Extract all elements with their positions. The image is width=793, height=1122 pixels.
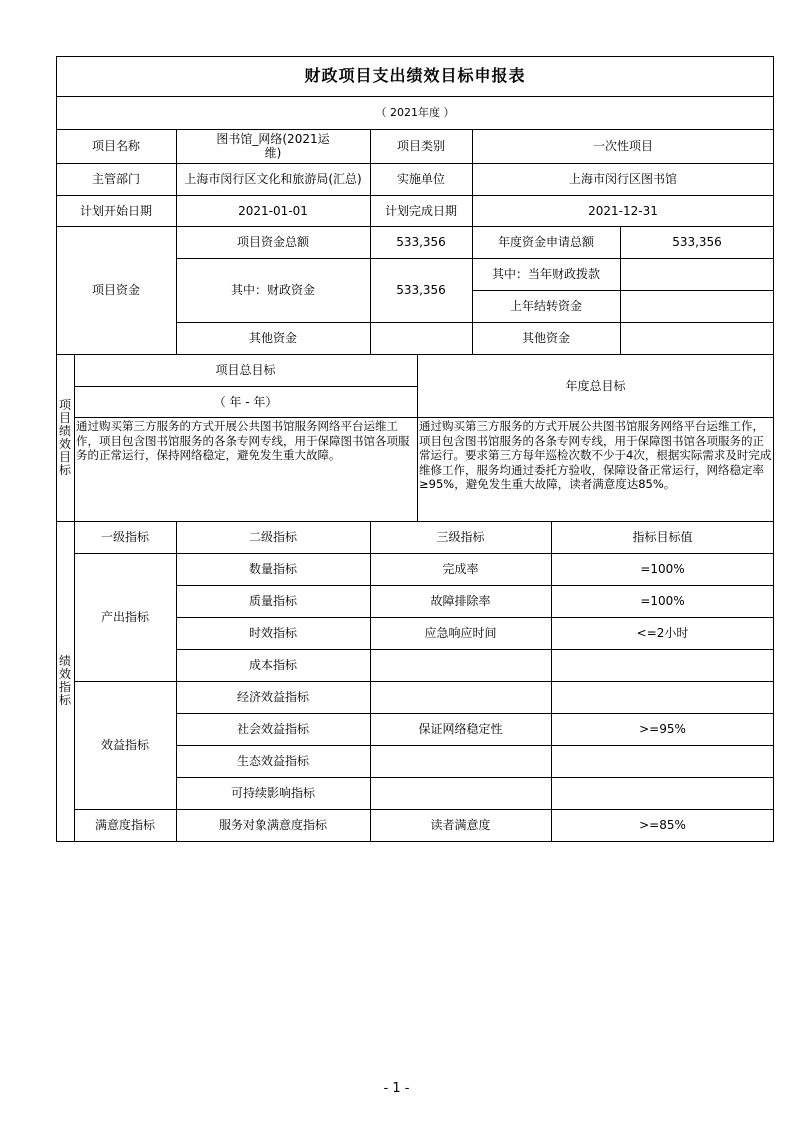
indicators-side-text: 绩效指标: [59, 654, 72, 707]
project-name-label: 项目名称: [91, 139, 140, 153]
indicator-level2: 数量指标: [248, 562, 297, 576]
indicator-target: [551, 777, 774, 809]
form-year: （ 2021年度 ）: [375, 105, 455, 119]
indicator-level2: 时效指标: [248, 626, 297, 640]
other-funds-label-2: 其他资金: [521, 331, 570, 345]
indicator-level3: 完成率: [442, 562, 479, 576]
current-year-funds-value: [620, 258, 774, 290]
funds-label: 项目资金: [91, 283, 140, 297]
indicator-target: >=85%: [639, 818, 686, 832]
overall-goal-text: 通过购买第三方服务的方式开展公共图书馆服务网络平台运维工作，项目包含图书馆服务的各条专网专线，用于保障图书馆各项服务的正常运行，保持网络稳定，避免发生重大故障。: [76, 419, 410, 462]
overall-goal-label: 项目总目标: [215, 363, 276, 377]
dept-value: 上海市闵行区文化和旅游局(汇总): [184, 172, 362, 186]
annual-goal-label: 年度总目标: [565, 378, 626, 393]
dept-label: 主管部门: [91, 172, 140, 186]
indicator-level3: 故障排除率: [430, 594, 491, 608]
indicator-level2: 服务对象满意度指标: [218, 818, 327, 832]
current-year-funds-label: 其中：当年财政拨款: [491, 267, 600, 281]
col-header-level2: 二级指标: [248, 530, 297, 544]
total-funds-label: 项目资金总额: [236, 235, 309, 249]
satisfaction-indicator-label: 满意度指标: [94, 818, 155, 832]
annual-funds-label: 年度资金申请总额: [497, 235, 594, 249]
indicator-target: [551, 649, 774, 681]
finance-funds-label: 其中：财政资金: [230, 283, 315, 297]
indicator-level2: 成本指标: [248, 658, 297, 672]
indicator-level3: 应急响应时间: [424, 626, 497, 640]
indicator-level2: 社会效益指标: [236, 722, 309, 736]
indicator-target: =100%: [640, 562, 685, 576]
page-number: - 1 -: [383, 1081, 410, 1096]
indicator-level3: [370, 777, 551, 809]
indicator-level2: 可持续影响指标: [230, 786, 315, 800]
other-funds-value-2: [620, 322, 774, 354]
overall-goal-period: （ 年 - 年）: [213, 394, 278, 409]
project-type-value: 一次性项目: [592, 139, 653, 153]
indicator-level3: [370, 745, 551, 777]
indicator-target: =100%: [640, 594, 685, 608]
indicator-level2: 质量指标: [248, 594, 297, 608]
indicator-level3: [370, 681, 551, 713]
output-indicator-label: 产出指标: [100, 610, 149, 624]
impl-unit-value: 上海市闵行区图书馆: [568, 172, 677, 186]
start-date-value: 2021-01-01: [238, 203, 308, 218]
carryover-funds-label: 上年结转资金: [509, 299, 582, 313]
benefit-indicator-label: 效益指标: [100, 738, 149, 752]
indicator-target: <=2小时: [636, 626, 689, 640]
other-funds-label: 其他资金: [248, 331, 297, 345]
project-type-label: 项目类别: [396, 139, 445, 153]
goals-side-text: 项目绩效目标: [59, 397, 72, 477]
indicator-target: [551, 681, 774, 713]
indicator-target: >=95%: [639, 722, 686, 736]
impl-unit-label: 实施单位: [396, 172, 445, 186]
col-header-level3: 三级指标: [436, 530, 485, 544]
end-date-label: 计划完成日期: [384, 203, 457, 218]
indicator-level2: 生态效益指标: [236, 754, 309, 768]
indicator-level3: 读者满意度: [430, 818, 491, 832]
indicator-level3: [370, 649, 551, 681]
indicator-level2: 经济效益指标: [236, 690, 309, 704]
end-date-value: 2021-12-31: [588, 203, 658, 218]
total-funds-value: 533,356: [396, 235, 446, 249]
finance-funds-value: 533,356: [396, 283, 446, 297]
indicator-target: [551, 745, 774, 777]
annual-funds-value: 533,356: [672, 235, 722, 249]
project-name-value: 图书馆_网络(2021运 维): [216, 132, 330, 160]
goals-side-label: [56, 354, 74, 521]
form-title: 财政项目支出绩效目标申报表: [304, 66, 526, 85]
carryover-funds-value: [620, 290, 774, 322]
performance-goal-form: [56, 56, 774, 842]
start-date-label: 计划开始日期: [79, 203, 152, 218]
indicators-side-label: [56, 521, 74, 841]
other-funds-value: [370, 322, 472, 354]
indicator-level3: 保证网络稳定性: [418, 722, 503, 736]
col-header-level1: 一级指标: [100, 530, 149, 544]
annual-goal-text: 通过购买第三方服务的方式开展公共图书馆服务网络平台运维工作，项目包含图书馆服务的各条专网专线，用于保障图书馆各项服务的正常运行。要求第三方每年巡检次数不少于4次，根据实际需求及时完成维修工作，服务均通过委托方验收，保障设备正常运行，网络稳定率≥95%，避免发生重大故障，读者满意度达85%。: [419, 419, 772, 491]
col-header-target: 指标目标值: [632, 530, 693, 544]
